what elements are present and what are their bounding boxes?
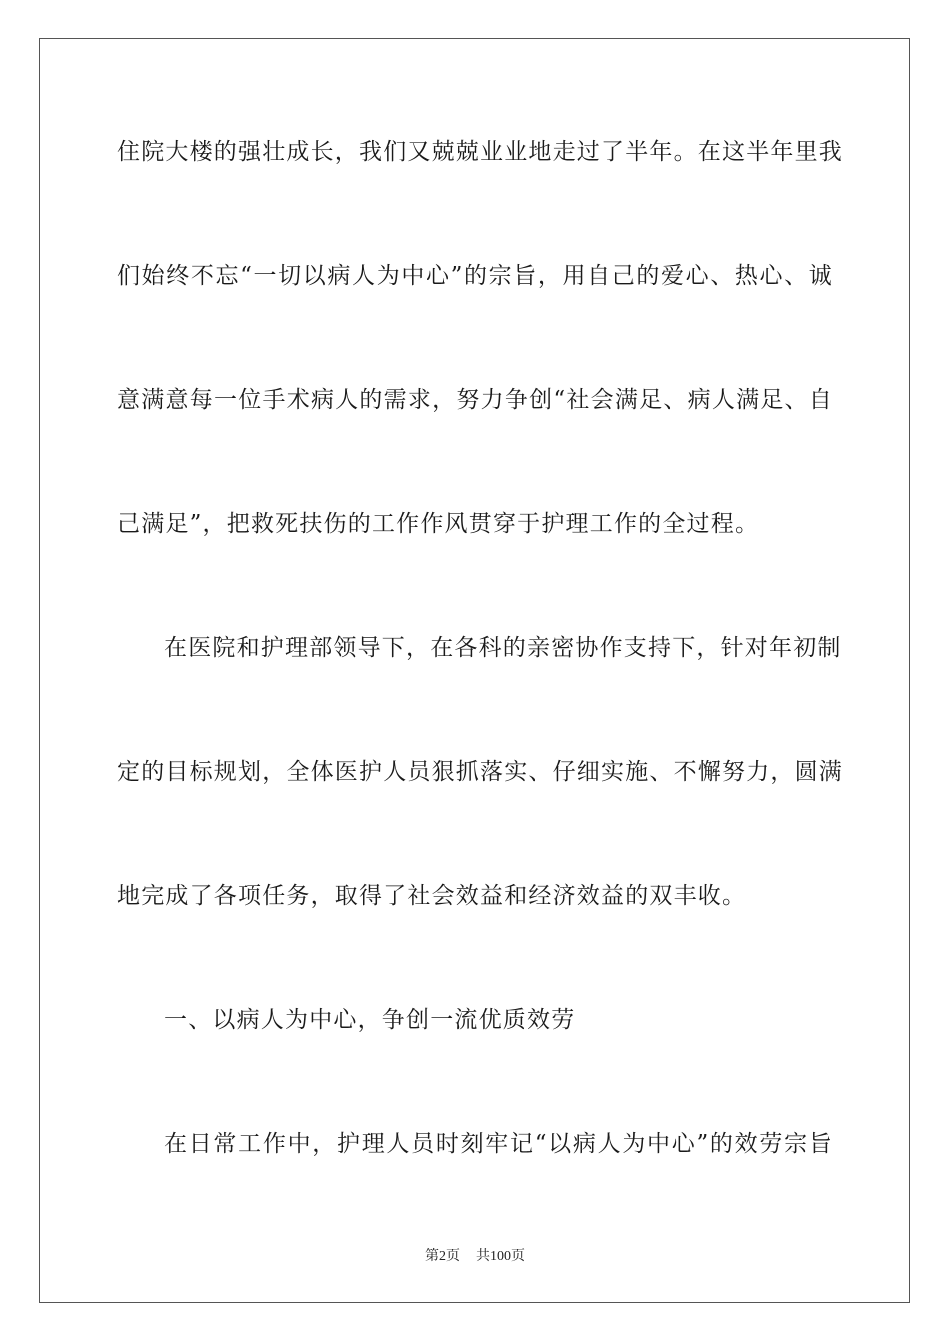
text-line-7: 地完成了各项任务，取得了社会效益和经济效益的双丰收。 <box>117 883 747 909</box>
page-footer <box>0 1245 950 1265</box>
text-line-6: 定的目标规划，全体医护人员狠抓落实、仔细实施、不懈努力，圆满 <box>117 759 843 785</box>
text-line-9: 在日常工作中，护理人员时刻牢记“以病人为中心”的效劳宗旨 <box>164 1131 833 1157</box>
text-line-3: 意满意每一位手术病人的需求，努力争创“社会满足、病人满足、自 <box>117 387 833 413</box>
text-line-1: 住院大楼的强壮成长，我们又兢兢业业地走过了半年。在这半年里我 <box>117 139 843 165</box>
total-pages: 共100页 <box>476 1249 525 1264</box>
text-line-4: 己满足”，把救死扶伤的工作作风贯穿于护理工作的全过程。 <box>117 511 760 537</box>
text-line-5: 在医院和护理部领导下，在各科的亲密协作支持下，针对年初制 <box>164 635 842 661</box>
page-border <box>39 38 910 1303</box>
section-heading: 一、以病人为中心，争创一流优质效劳 <box>164 1007 576 1033</box>
text-line-2: 们始终不忘“一切以病人为中心”的宗旨，用自己的爱心、热心、诚 <box>117 263 833 289</box>
page-number: 第2页 <box>425 1249 460 1264</box>
